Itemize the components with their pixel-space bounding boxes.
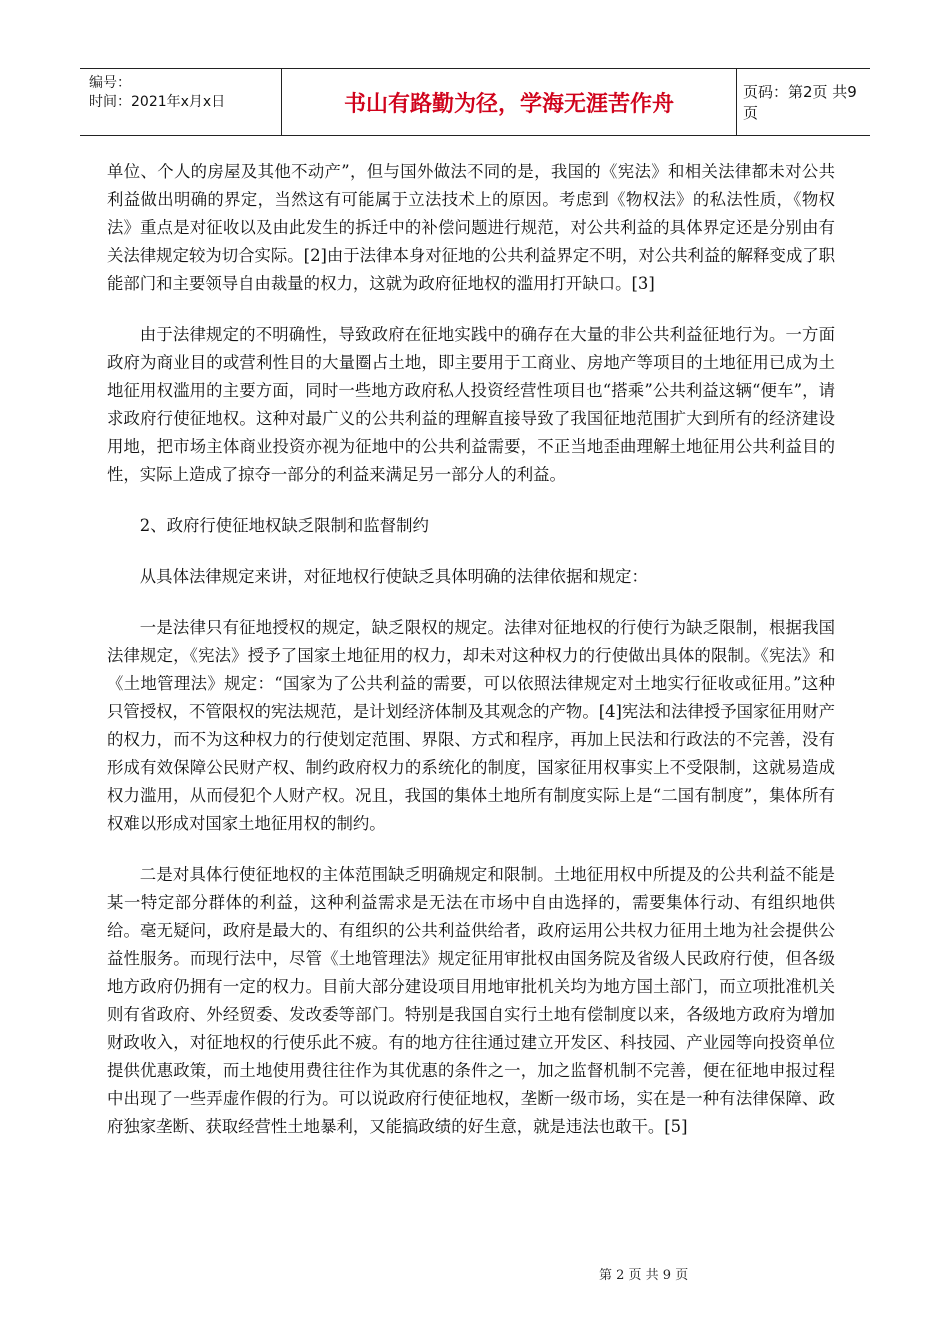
page-header (80, 68, 870, 136)
doc-time-label: 时间：2021年x月x日 (89, 94, 226, 110)
header-meta (80, 69, 282, 135)
header-motto: 书山有路勤为径，学海无涯苦作舟 (282, 69, 737, 135)
paragraph: 二是对具体行使征地权的主体范围缺乏明确规定和限制。土地征用权中所提及的公共利益不能是某一特定部分群体的利益，这种利益需求是无法在市场中自由选择的，需要集体行动、有组织地供给。毫无疑问，政府是最大的、有组织的公共利益供给者，政府运用公共权力征用土地为社会提供公益性服务。而现行法中，尽管《土地管理法》规定征用审批权由国务院及省级人民政府行使，但各级地方政府仍拥有一定的权力。目前大部分建设项目用地审批机关均为地方国土部门，而立项批准机关则有省政府、外经贸委、发改委等部门。特别是我国自实行土地有偿制度以来，各级地方政府为增加财政收入，对征地权的行使乐此不疲。有的地方往往通过建立开发区、科技园、产业园等向投资单位提供优惠政策，而土地使用费往往作为其优惠的条件之一，加之监督机制不完善，便在征地申报过程中出现了一些弄虚作假的行为。可以说政府行使征地权，垄断一级市场，实在是一种有法律保障、政府独家垄断、获取经营性土地暴利，又能搞政绩的好生意，就是违法也敢干。[5] (107, 865, 835, 1136)
section-heading: 2、政府行使征地权缺乏限制和监督制约 (139, 516, 429, 535)
paragraph: 一是法律只有征地授权的规定，缺乏限权的规定。法律对征地权的行使行为缺乏限制，根据我国法律规定，《宪法》授予了国家土地征用的权力，却未对这种权力的行使做出具体的限制。《宪法》和《土地管理法》规定：“国家为了公共利益的需要，可以依照法律规定对土地实行征收或征用。”这种只管授权，不管限权的宪法规范，是计划经济体制及其观念的产物。[4]宪法和法律授予国家征用财产的权力，而不为这种权力的行使划定范围、界限、方式和程序，再加上民法和行政法的不完善，没有形成有效保障公民财产权、制约政府权力的系统化的制度，国家征用权事实上不受限制，这就易造成权力滥用，从而侵犯个人财产权。况且，我国的集体土地所有制度实际上是“二国有制度”，集体所有权难以形成对国家土地征用权的制约。 (107, 618, 836, 833)
header-page-info: 页码：第2页 共9页 (743, 83, 857, 122)
paragraph: 由于法律规定的不明确性，导致政府在征地实践中的确存在大量的非公共利益征地行为。一方面政府为商业目的或营利性目的大量圈占土地，即主要用于工商业、房地产等项目的土地征用已成为土地征用权滥用的主要方面，同时一些地方政府私人投资经营性项目也“搭乘”公共利益这辆“便车”，请求政府行使征地权。这种对最广义的公共利益的理解直接导致了我国征地范围扩大到所有的经济建设用地，把市场主体商业投资亦视为征地中的公共利益需要，不正当地歪曲理解土地征用公共利益目的性，实际上造成了掠夺一部分的利益来满足另一部分人的利益。 (107, 325, 835, 484)
paragraph: 从具体法律规定来讲，对征地权行使缺乏具体明确的法律依据和规定： (139, 567, 648, 586)
paragraph: 单位、个人的房屋及其他不动产”，但与国外做法不同的是，我国的《宪法》和相关法律都未对公共利益做出明确的界定，当然这有可能属于立法技术上的原因。考虑到《物权法》的私法性质，《物权法》重点是对征收以及由此发生的拆迁中的补偿问题进行规范，对公共利益的具体界定还是分别由有关法律规定较为切合实际。[2]由于法律本身对征地的公共利益界定不明，对公共利益的解释变成了职能部门和主要领导自由裁量的权力，这就为政府征地权的滥用打开缺口。[3] (107, 162, 836, 293)
document-body (107, 158, 835, 1164)
page-footer: 第 2 页 共 9 页 (599, 1268, 689, 1283)
doc-number-label: 编号： (89, 75, 131, 91)
